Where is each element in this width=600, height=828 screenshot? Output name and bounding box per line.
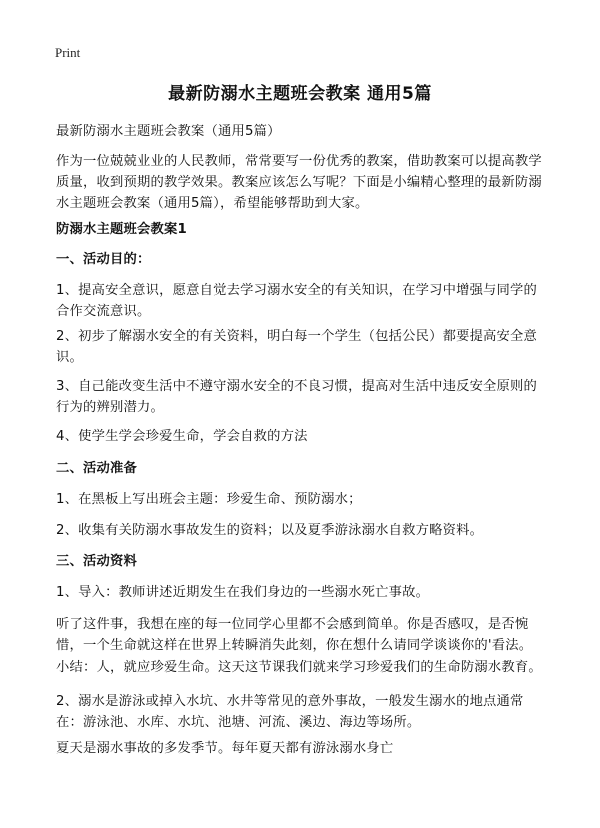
heading-goals: 一、活动目的： [56, 252, 151, 267]
goal-item: 4、使学生学会珍爱生命，学会自救的方法 [56, 429, 308, 444]
prep-item: 1、在黑板上写出班会主题：珍爱生命、预防溺水； [56, 492, 362, 507]
goal-item: 2、初步了解溺水安全的有关资料，明白每一个学生（包括公民）都要提高安全意识。 [56, 329, 538, 365]
goal-item: 3、自己能改变生活中不遵守溺水安全的不良习惯，提高对生活中违反安全原则的行为的辨别潜力。 [56, 379, 538, 415]
goal-item: 1、提高安全意识，愿意自觉去学习溺水安全的有关知识，在学习中增强与同学的合作交流意识。 [56, 283, 538, 319]
section-title: 防溺水主题班会教案1 [56, 222, 187, 237]
document-title: 最新防溺水主题班会教案 通用5篇 [168, 84, 432, 104]
intro-paragraph: 作为一位兢兢业业的人民教师，常常要写一份优秀的教案，借助教案可以提高教学质量，收到预期的教学效果。教案应该怎么写呢？下面是小编精心整理的最新防溺水主题班会教案（通用5篇），希望能够帮助到大家。 [56, 154, 542, 211]
print-label: Print [55, 45, 81, 60]
heading-preparation: 二、活动准备 [56, 461, 137, 476]
summary-paragraph: 小结：人，就应珍爱生命。这天这节课我们就来学习珍爱我们的生命防溺水教育。 [56, 660, 542, 675]
prep-item: 2、收集有关防溺水事故发生的资料；以及夏季游泳溺水自救方略资料。 [56, 523, 484, 538]
step-item: 1、导入：教师讲述近期发生在我们身边的一些溺水死亡事故。 [56, 585, 430, 600]
heading-materials: 三、活动资料 [56, 554, 137, 569]
paragraph: 听了这件事，我想在座的每一位同学心里都不会感到简单。你是否感叹，是否惋惜，一个生命就这样在世界上转瞬消失此刻，你在想什么请同学谈谈你的'看法。 [56, 617, 533, 653]
step-item: 2、溺水是游泳或掉入水坑、水井等常见的意外事故，一般发生溺水的地点通常在：游泳池、水库、水坑、池塘、河流、溪边、海边等场所。 [56, 694, 524, 730]
subtitle: 最新防溺水主题班会教案（通用5篇） [56, 124, 281, 139]
paragraph: 夏天是溺水事故的多发季节。每年夏天都有游泳溺水身亡 [56, 741, 394, 756]
